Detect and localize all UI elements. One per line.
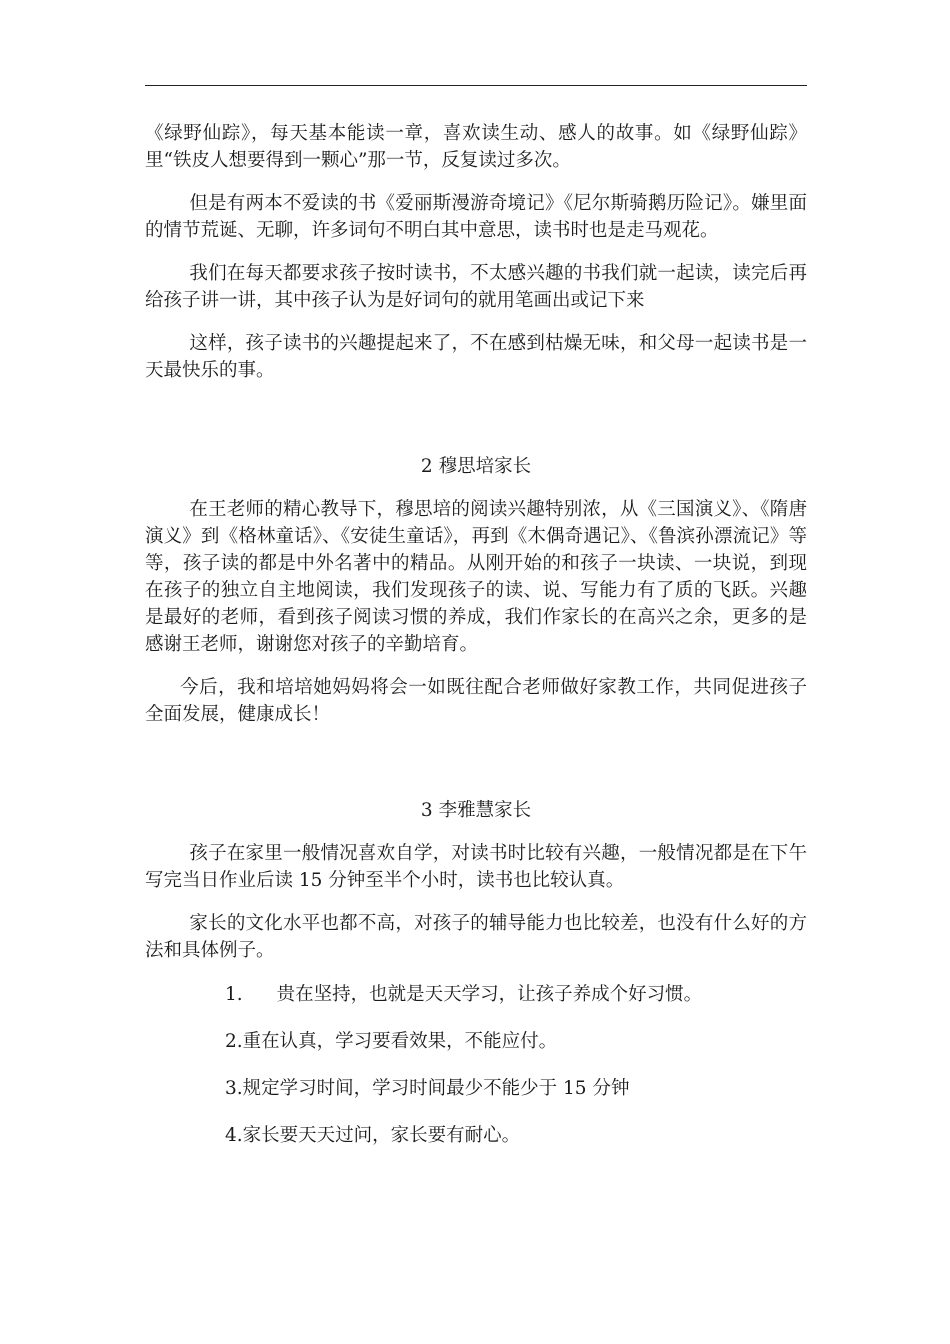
header-rule bbox=[145, 85, 807, 86]
paragraph: 在王老师的精心教导下，穆思培的阅读兴趣特别浓，从《三国演义》、《隋唐演义》到《格林童话》、《安徒生童话》，再到《木偶奇遇记》、《鲁滨孙漂流记》等等，孩子读的都是中外名著中的精品。从刚开始的和孩子一块读、一块说，到现在孩子的独立自主地阅读，我们发现孩子的读、说、写能力有了质的飞跃。兴趣是最好的老师，看到孩子阅读习惯的养成，我们作家长的在高兴之余，更多的是感谢王老师，谢谢您对孩子的辛勤培育。 bbox=[145, 499, 807, 655]
paragraph: 今后，我和培培她妈妈将会一如既往配合老师做好家教工作，共同促进孩子全面发展，健康成长！ bbox=[145, 677, 807, 725]
list-number: 1. bbox=[225, 984, 243, 1005]
paragraph: 我们在每天都要求孩子按时读书，不太感兴趣的书我们就一起读，读完后再给孩子讲一讲，其中孩子认为是好词句的就用笔画出或记下来 bbox=[145, 263, 807, 311]
section-heading: 3 李雅慧家长 bbox=[420, 800, 532, 821]
section-heading: 2 穆思培家长 bbox=[420, 456, 532, 477]
list-number: 4. bbox=[225, 1125, 243, 1146]
list-text: 规定学习时间，学习时间最少不能少于 15 分钟 bbox=[242, 1078, 630, 1099]
list-item bbox=[145, 981, 807, 1008]
list-text: 重在认真，学习要看效果，不能应付。 bbox=[242, 1031, 558, 1052]
list-number: 2. bbox=[225, 1031, 243, 1052]
document-body bbox=[145, 120, 807, 1149]
list-text: 贵在坚持，也就是天天学习，让孩子养成个好习惯。 bbox=[276, 984, 703, 1005]
paragraph: 《绿野仙踪》，每天基本能读一章，喜欢读生动、感人的故事。如《绿野仙踪》里“铁皮人想要得到一颗心”那一节，反复读过多次。 bbox=[145, 123, 807, 171]
list-item bbox=[145, 1028, 807, 1055]
list-item bbox=[145, 1122, 807, 1149]
paragraph: 孩子在家里一般情况喜欢自学，对读书时比较有兴趣，一般情况都是在下午写完当日作业后读 15 分钟至半个小时，读书也比较认真。 bbox=[145, 843, 807, 891]
list-text: 家长要天天过问，家长要有耐心。 bbox=[242, 1125, 521, 1146]
list-number: 3. bbox=[225, 1078, 243, 1099]
paragraph: 这样，孩子读书的兴趣提起来了，不在感到枯燥无味，和父母一起读书是一天最快乐的事。 bbox=[145, 333, 807, 381]
paragraph: 家长的文化水平也都不高，对孩子的辅导能力也比较差，也没有什么好的方法和具体例子。 bbox=[145, 913, 807, 961]
list-item bbox=[145, 1075, 807, 1102]
paragraph: 但是有两本不爱读的书《爱丽斯漫游奇境记》《尼尔斯骑鹅历险记》。嫌里面的情节荒诞、无聊，许多词句不明白其中意思，读书时也是走马观花。 bbox=[145, 193, 807, 241]
